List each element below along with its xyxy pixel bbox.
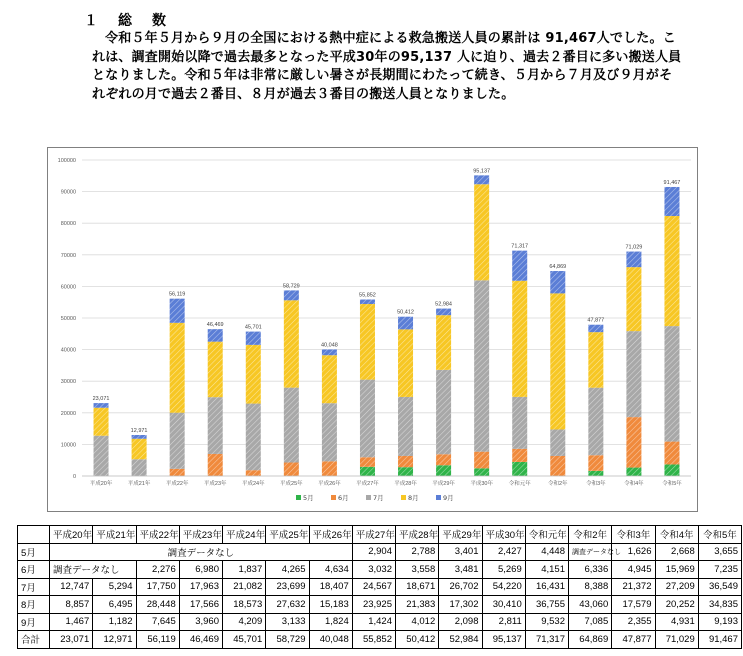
column-header: 令和4年 xyxy=(655,526,698,544)
section-heading: １ 総 数 xyxy=(84,13,169,29)
y-tick-label: 80000 xyxy=(60,221,76,228)
table-cell: 6,980 xyxy=(179,561,222,579)
table-cell: 45,701 xyxy=(223,631,266,649)
bar-segment-jul xyxy=(512,397,527,449)
column-header: 平成20年 xyxy=(50,526,93,544)
bar-segment-may xyxy=(588,471,603,476)
bar-segment-jun xyxy=(284,463,299,476)
column-header: 平成27年 xyxy=(352,526,395,544)
table-cell: 17,963 xyxy=(179,578,222,596)
column-header xyxy=(18,526,50,544)
legend-label-aug: 8月 xyxy=(408,494,419,502)
table-cell: 調査データなし xyxy=(569,543,612,561)
table-cell: 23,925 xyxy=(352,596,395,614)
table-cell: 36,755 xyxy=(525,596,568,614)
bar-segment-jun xyxy=(170,469,185,476)
x-tick-label: 平成30年 xyxy=(470,481,493,487)
bar-segment-sep xyxy=(246,332,261,345)
column-header: 平成28年 xyxy=(396,526,439,544)
legend-label-jul: 7月 xyxy=(373,494,384,502)
column-header: 令和2年 xyxy=(569,526,612,544)
legend-swatch-may xyxy=(296,495,301,500)
legend-swatch-sep xyxy=(436,495,441,500)
y-tick-label: 0 xyxy=(72,474,76,480)
bar-segment-aug xyxy=(132,439,147,460)
x-tick-label: 令和3年 xyxy=(586,481,606,487)
table-cell: 52,984 xyxy=(439,631,482,649)
bar-segment-jul xyxy=(626,331,641,417)
table-cell: 18,671 xyxy=(396,578,439,596)
table-cell: 5,269 xyxy=(482,561,525,579)
table-cell: 36,549 xyxy=(698,578,741,596)
stacked-bar-chart xyxy=(47,147,698,512)
table-cell: 12,747 xyxy=(50,578,93,596)
bar-segment-jul xyxy=(322,403,337,461)
table-cell: 1,824 xyxy=(309,613,352,631)
bar-segment-sep xyxy=(512,251,527,281)
table-cell: 56,119 xyxy=(136,631,179,649)
total-label: 56,119 xyxy=(168,291,186,298)
bar-segment-jul xyxy=(284,388,299,463)
total-label: 55,852 xyxy=(359,292,376,299)
column-header: 平成30年 xyxy=(482,526,525,544)
row-label: 8月 xyxy=(18,596,50,614)
x-tick-label: 平成23年 xyxy=(203,481,227,487)
bar-segment-jul xyxy=(246,404,261,471)
x-tick-label: 令和元年 xyxy=(508,481,531,487)
table-cell: 4,151 xyxy=(525,561,568,579)
table-cell: 46,469 xyxy=(179,631,222,649)
x-tick-label: 令和2年 xyxy=(548,481,568,487)
total-label: 71,317 xyxy=(511,243,529,250)
table-cell: 34,835 xyxy=(698,596,741,614)
table-cell: 1,626 xyxy=(612,543,655,561)
total-label: 71,029 xyxy=(625,244,643,251)
total-label: 52,984 xyxy=(435,301,453,308)
table-cell: 1,837 xyxy=(223,561,266,579)
bar-segment-sep xyxy=(588,325,603,332)
table-cell: 2,276 xyxy=(136,561,179,579)
legend-swatch-jul xyxy=(366,495,371,500)
y-tick-label: 60000 xyxy=(60,284,76,291)
table-cell: 28,448 xyxy=(136,596,179,614)
row-label: 合計 xyxy=(18,631,50,649)
table-cell: 8,857 xyxy=(50,596,93,614)
total-label: 95,137 xyxy=(473,168,491,175)
bar-segment-sep xyxy=(170,299,185,323)
table-cell: 4,012 xyxy=(396,613,439,631)
table-cell: 20,252 xyxy=(655,596,698,614)
bar-segment-jul xyxy=(208,397,223,454)
table-cell: 15,969 xyxy=(655,561,698,579)
table-cell: 17,750 xyxy=(136,578,179,596)
x-tick-label: 平成28年 xyxy=(394,481,417,487)
bar-segment-jun xyxy=(436,454,451,465)
legend-swatch-jun xyxy=(331,495,336,500)
table-row-sep xyxy=(18,613,742,631)
bar-segment-jun xyxy=(664,442,679,465)
legend-label-jun: 6月 xyxy=(338,494,349,502)
bar-segment-aug xyxy=(94,408,109,436)
bar-segment-may xyxy=(474,468,489,476)
bar-segment-sep xyxy=(94,403,109,408)
table-cell: 3,960 xyxy=(179,613,222,631)
table-cell: 2,427 xyxy=(482,543,525,561)
table-cell: 1,424 xyxy=(352,613,395,631)
bar-segment-may xyxy=(436,465,451,476)
bar-segment-jul xyxy=(170,413,185,469)
total-label: 23,071 xyxy=(92,396,110,403)
x-tick-label: 平成25年 xyxy=(280,481,303,487)
column-header: 平成25年 xyxy=(266,526,309,544)
table-cell: 40,048 xyxy=(309,631,352,649)
table-cell: 18,573 xyxy=(223,596,266,614)
row-label: 6月 xyxy=(18,561,50,579)
table-row-may xyxy=(18,543,742,561)
table-cell: 4,931 xyxy=(655,613,698,631)
column-header: 令和5年 xyxy=(698,526,741,544)
table-cell: 47,877 xyxy=(612,631,655,649)
table-cell: 16,431 xyxy=(525,578,568,596)
legend-label-may: 5月 xyxy=(303,494,314,502)
bar-segment-aug xyxy=(322,355,337,403)
bar-segment-aug xyxy=(664,216,679,326)
table-cell: 6,495 xyxy=(93,596,136,614)
y-tick-label: 30000 xyxy=(60,379,76,386)
table-row-aug xyxy=(18,596,742,614)
bar-segment-jun xyxy=(208,454,223,476)
table-cell: 7,085 xyxy=(569,613,612,631)
x-tick-label: 平成20年 xyxy=(89,481,113,487)
table-cell: 23,699 xyxy=(266,578,309,596)
total-label: 50,412 xyxy=(397,309,414,316)
table-cell: 58,729 xyxy=(266,631,309,649)
x-axis xyxy=(82,476,691,487)
legend-label-sep: 9月 xyxy=(443,494,454,502)
table-cell: 3,133 xyxy=(266,613,309,631)
bar-segment-sep xyxy=(664,187,679,216)
y-tick-label: 40000 xyxy=(60,347,76,354)
total-label: 40,048 xyxy=(320,342,338,349)
bar-segment-aug xyxy=(398,329,413,397)
column-header: 平成26年 xyxy=(309,526,352,544)
table-cell: 50,412 xyxy=(396,631,439,649)
bar-segment-jun xyxy=(322,461,337,476)
legend xyxy=(296,494,454,502)
table-cell: 3,481 xyxy=(439,561,482,579)
table-cell: 18,407 xyxy=(309,578,352,596)
bar-segment-jun xyxy=(398,456,413,467)
y-tick-label: 50000 xyxy=(60,316,76,322)
bar-segment-may xyxy=(664,464,679,476)
table-cell: 3,655 xyxy=(698,543,741,561)
table-cell: 4,945 xyxy=(612,561,655,579)
bar-segment-sep xyxy=(626,252,641,268)
table-cell: 24,567 xyxy=(352,578,395,596)
bar-segment-sep xyxy=(322,349,337,355)
bar-segment-aug xyxy=(588,332,603,388)
bar-segment-jul xyxy=(550,429,565,456)
bar-segment-sep xyxy=(436,309,451,316)
bar-segment-sep xyxy=(132,435,147,439)
x-tick-label: 平成24年 xyxy=(241,481,265,487)
table-cell: 95,137 xyxy=(482,631,525,649)
table-cell: 71,029 xyxy=(655,631,698,649)
bar-segment-sep xyxy=(284,290,299,300)
table-cell: 9,193 xyxy=(698,613,741,631)
table-cell: 26,702 xyxy=(439,578,482,596)
bar-segment-aug xyxy=(246,345,261,404)
table-cell: 17,302 xyxy=(439,596,482,614)
total-label: 12,971 xyxy=(130,428,148,435)
data-table xyxy=(17,525,742,649)
table-cell: 9,532 xyxy=(525,613,568,631)
column-header: 平成21年 xyxy=(93,526,136,544)
bar-segment-aug xyxy=(474,184,489,280)
table-cell: 27,209 xyxy=(655,578,698,596)
column-header: 令和3年 xyxy=(612,526,655,544)
bar-segment-aug xyxy=(436,315,451,370)
table-cell: 21,372 xyxy=(612,578,655,596)
bar-segment-sep xyxy=(208,329,223,342)
table-cell: 30,410 xyxy=(482,596,525,614)
y-tick-label: 20000 xyxy=(60,410,76,417)
column-header: 平成29年 xyxy=(439,526,482,544)
bar-segment-aug xyxy=(208,342,223,398)
table-cell: 2,788 xyxy=(396,543,439,561)
no-data-cell: 調査データなし xyxy=(50,543,353,561)
total-label: 45,701 xyxy=(244,324,262,331)
table-cell: 4,448 xyxy=(525,543,568,561)
column-header: 平成22年 xyxy=(136,526,179,544)
row-label: 7月 xyxy=(18,578,50,596)
y-tick-label: 10000 xyxy=(60,442,76,449)
no-data-cell: 調査データなし xyxy=(50,561,137,579)
total-label: 64,869 xyxy=(549,264,567,271)
row-label: 5月 xyxy=(18,543,50,561)
table-cell: 17,579 xyxy=(612,596,655,614)
table-cell: 54,220 xyxy=(482,578,525,596)
table-cell: 43,060 xyxy=(569,596,612,614)
table-cell: 21,082 xyxy=(223,578,266,596)
table-cell: 64,869 xyxy=(569,631,612,649)
table-cell: 7,645 xyxy=(136,613,179,631)
table-cell: 2,355 xyxy=(612,613,655,631)
summary-paragraph: 令和５年５月から９月の全国における熱中症による救急搬送人員の累計は 91,467人でした。これは、調査開始以降で過去最多となった平成30年の95,137 人に迫り、過去２番目に多い搬送人員となりました。令和５年は非常に厳しい暑さが長期間にわたって続き、５月から７月及び９月がそれぞれの月で過去２番目、８月が過去３番目の搬送人員となりました。 xyxy=(92,31,682,102)
table-cell: 4,265 xyxy=(266,561,309,579)
bar-segment-may xyxy=(512,462,527,476)
table-row-jul xyxy=(18,578,742,596)
y-tick-label: 90000 xyxy=(60,189,76,196)
table-cell: 55,852 xyxy=(352,631,395,649)
column-header: 令和元年 xyxy=(525,526,568,544)
table-header-row xyxy=(18,526,742,544)
bars xyxy=(94,175,680,476)
table-cell: 71,317 xyxy=(525,631,568,649)
x-tick-label: 平成26年 xyxy=(318,481,341,487)
bar-segment-jul xyxy=(588,388,603,456)
bar-segment-jul xyxy=(398,397,413,456)
bar-segment-jul xyxy=(436,370,451,454)
bar-segment-jul xyxy=(474,280,489,451)
table-cell: 21,383 xyxy=(396,596,439,614)
table-cell: 17,566 xyxy=(179,596,222,614)
bar-segment-aug xyxy=(284,300,299,387)
table-cell: 27,632 xyxy=(266,596,309,614)
table-cell: 1,467 xyxy=(50,613,93,631)
bar-segment-sep xyxy=(474,175,489,184)
table-cell: 1,182 xyxy=(93,613,136,631)
table-row-jun xyxy=(18,561,742,579)
x-tick-label: 令和4年 xyxy=(624,481,644,487)
x-tick-label: 平成22年 xyxy=(165,481,189,487)
column-header: 平成24年 xyxy=(223,526,266,544)
bar-segment-jul xyxy=(132,459,147,476)
bar-segment-aug xyxy=(360,304,375,380)
table-row-total xyxy=(18,631,742,649)
bar-segment-jun xyxy=(360,457,375,467)
table-cell: 4,634 xyxy=(309,561,352,579)
bar-segment-jul xyxy=(360,380,375,458)
bar-segment-jul xyxy=(664,326,679,441)
bar-segment-sep xyxy=(398,317,413,330)
table-cell: 8,388 xyxy=(569,578,612,596)
bar-segment-jul xyxy=(94,436,109,476)
bar-segment-may xyxy=(360,467,375,476)
bar-segment-aug xyxy=(170,323,185,413)
table-cell: 6,336 xyxy=(569,561,612,579)
bar-segment-aug xyxy=(626,267,641,331)
total-label: 46,469 xyxy=(206,322,224,329)
total-label: 91,467 xyxy=(663,179,681,186)
bar-segment-jun xyxy=(550,456,565,476)
bar-segment-jun xyxy=(512,449,527,462)
table-cell: 23,071 xyxy=(50,631,93,649)
bar-segment-jun xyxy=(474,452,489,469)
total-label: 47,877 xyxy=(587,317,605,324)
table-cell: 3,558 xyxy=(396,561,439,579)
table-cell: 2,811 xyxy=(482,613,525,631)
table-cell: 2,098 xyxy=(439,613,482,631)
table-cell: 2,904 xyxy=(352,543,395,561)
table-cell: 91,467 xyxy=(698,631,741,649)
y-axis xyxy=(58,158,76,480)
bar-segment-aug xyxy=(512,281,527,397)
table-cell: 15,183 xyxy=(309,596,352,614)
bar-segment-may xyxy=(398,467,413,476)
column-header: 平成23年 xyxy=(179,526,222,544)
y-tick-label: 70000 xyxy=(60,252,76,259)
table-cell: 12,971 xyxy=(93,631,136,649)
table-cell: 2,668 xyxy=(655,543,698,561)
bar-segment-aug xyxy=(550,293,565,429)
bar-segment-jun xyxy=(588,455,603,471)
y-tick-label: 100000 xyxy=(57,158,76,164)
bar-segment-jun xyxy=(626,417,641,467)
table-cell: 7,235 xyxy=(698,561,741,579)
table-cell: 3,401 xyxy=(439,543,482,561)
row-label: 9月 xyxy=(18,613,50,631)
table-cell: 5,294 xyxy=(93,578,136,596)
chart-canvas xyxy=(48,148,699,513)
bar-segment-sep xyxy=(360,300,375,304)
table-cell: 4,209 xyxy=(223,613,266,631)
bar-segment-jun xyxy=(246,470,261,476)
total-label: 58,729 xyxy=(282,283,300,290)
table-cell: 3,032 xyxy=(352,561,395,579)
bar-segment-may xyxy=(626,468,641,476)
legend-swatch-aug xyxy=(401,495,406,500)
x-tick-label: 平成29年 xyxy=(432,481,455,487)
x-tick-label: 平成21年 xyxy=(127,481,151,487)
bar-segment-sep xyxy=(550,271,565,293)
x-tick-label: 令和5年 xyxy=(662,481,682,487)
x-tick-label: 平成27年 xyxy=(356,481,379,487)
